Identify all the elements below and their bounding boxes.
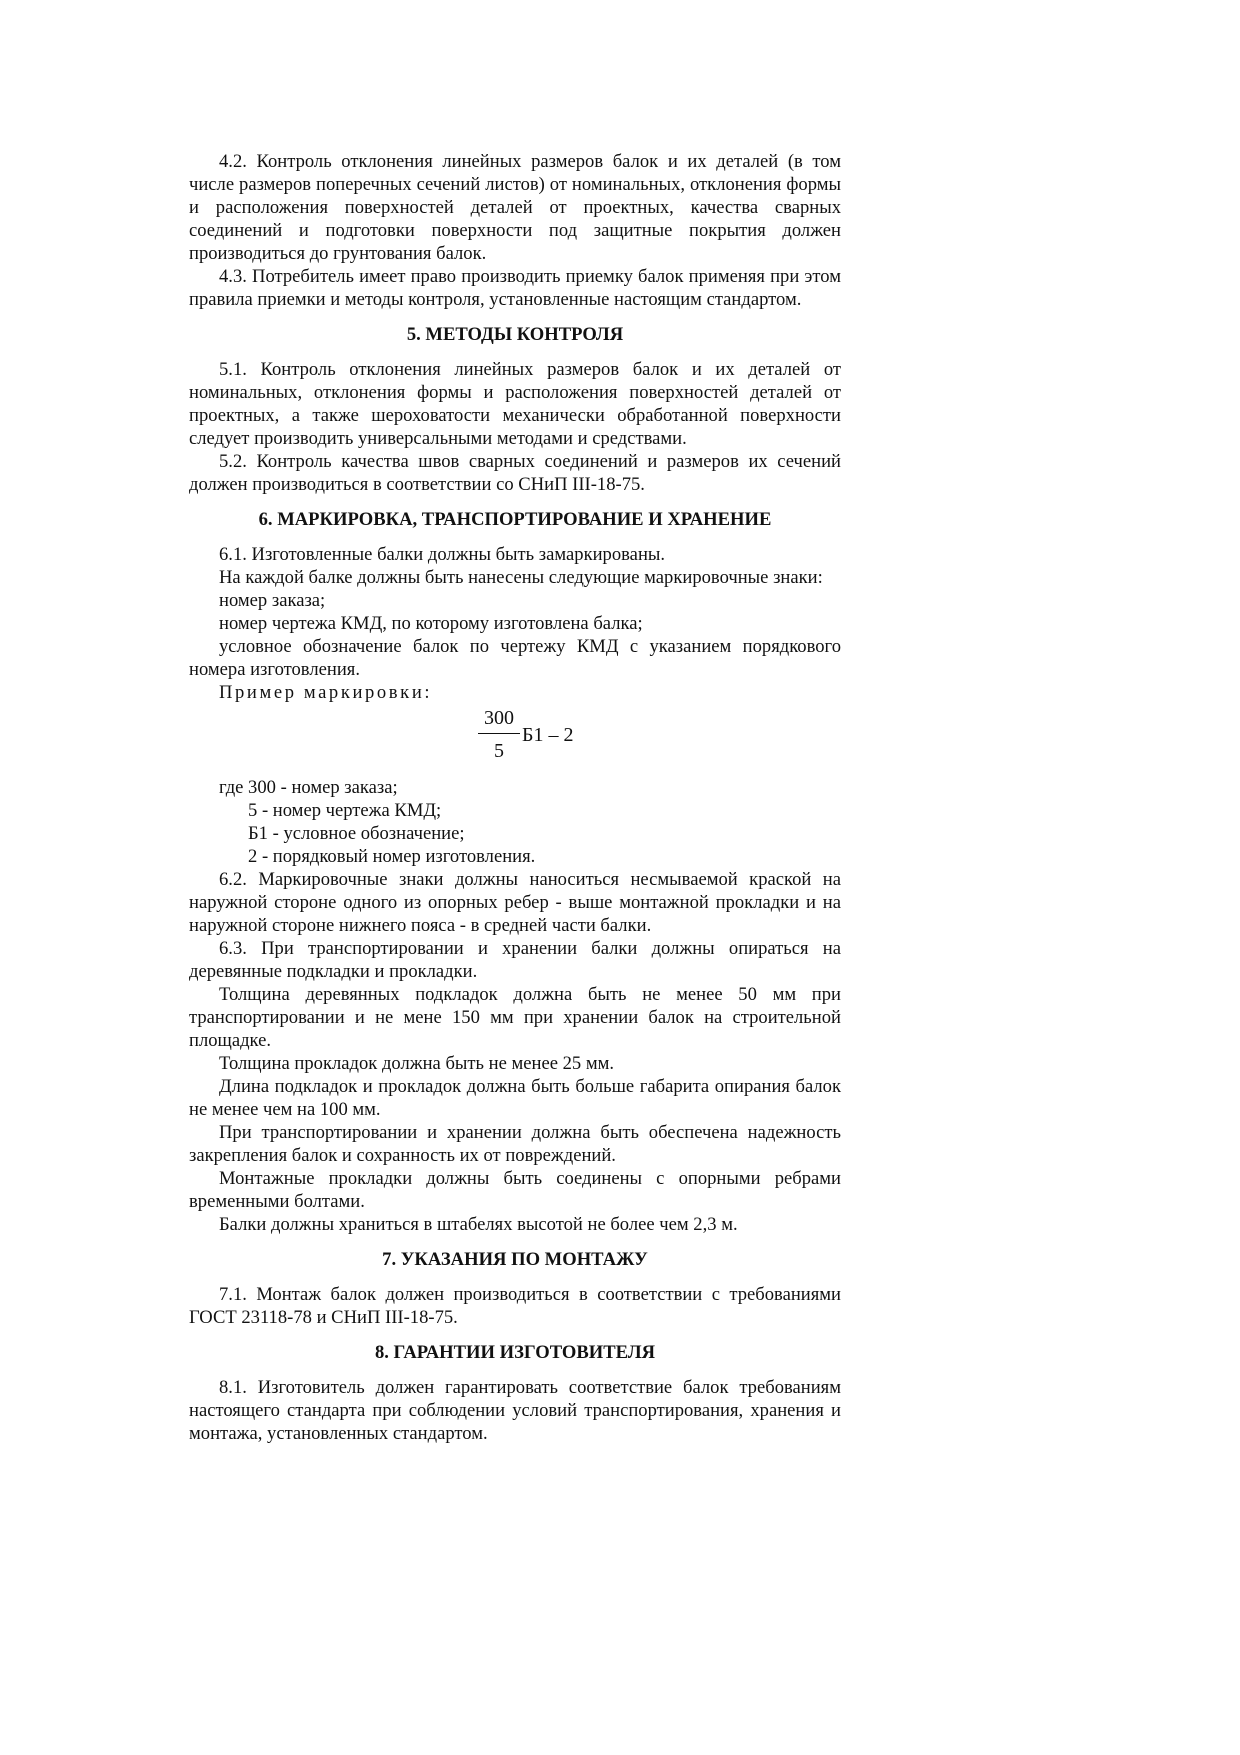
document-body: [189, 150, 841, 1445]
paragraph-6-3-supports: Толщина деревянных подкладок должна быть не менее 50 мм при транспортировании и не мене 150 мм при хранении балок на строительной площадке.: [189, 984, 841, 1051]
paragraph-4-2: 4.2. Контроль отклонения линейных размеров балок и их деталей (в том числе размеров поперечных сечений листов) от номинальных, отклонения формы и расположения поверхностей деталей от проектных, качества сварных соединений и подготовки поверхности под защитные покрытия должен производиться до грунтования балок.: [189, 151, 841, 264]
section-heading-6: 6. МАРКИРОВКА, ТРАНСПОРТИРОВАНИЕ И ХРАНЕНИЕ: [258, 509, 772, 530]
paragraph-6-1-marking: На каждой балке должны быть нанесены следующие маркировочные знаки:: [219, 567, 823, 588]
paragraph-6-2: 6.2. Маркировочные знаки должны наноситься несмываемой краской на наружной стороне одного из опорных ребер - выше монтажной прокладки и на наружной стороне нижнего пояса - в средней части балки.: [189, 869, 841, 936]
formula-fraction: [478, 706, 520, 763]
paragraph-8-1: 8.1. Изготовитель должен гарантировать соответствие балок требованиям настоящего стандарта при соблюдении условий транспортирования, хранения и монтажа, установленных стандартом.: [189, 1377, 841, 1444]
paragraph-4-3: 4.3. Потребитель имеет право производить приемку балок применяя при этом правила приемки и методы контроля, установленные настоящим стандартом.: [189, 266, 841, 310]
marking-item-order-number: номер заказа;: [219, 590, 326, 611]
paragraph-6-3-stacks: Балки должны храниться в штабелях высотой не более чем 2,3 м.: [219, 1214, 738, 1235]
paragraph-6-3-length: Длина подкладок и прокладок должна быть больше габарита опирания балок не менее чем на 100 мм.: [189, 1076, 841, 1120]
paragraph-6-3-spacers: Толщина прокладок должна быть не менее 25 мм.: [219, 1053, 615, 1074]
paragraph-6-3-fastening: При транспортировании и хранении должна быть обеспечена надежность закрепления балок и сохранность их от повреждений.: [189, 1122, 841, 1166]
paragraph-6-1: 6.1. Изготовленные балки должны быть замаркированы.: [219, 544, 666, 565]
formula-legend-serial: 2 - порядковый номер изготовления.: [248, 846, 536, 867]
marking-example-label: Пример маркировки:: [219, 682, 433, 703]
formula-denominator: 5: [494, 740, 504, 762]
paragraph-6-3-bolts: Монтажные прокладки должны быть соединены с опорными ребрами временными болтами.: [189, 1168, 841, 1212]
formula-designation: Б1 – 2: [522, 724, 574, 746]
section-heading-7: 7. УКАЗАНИЯ ПО МОНТАЖУ: [382, 1249, 648, 1270]
section-heading-8: 8. ГАРАНТИИ ИЗГОТОВИТЕЛЯ: [374, 1342, 656, 1363]
paragraph-6-3: 6.3. При транспортировании и хранении балки должны опираться на деревянные подкладки и прокладки.: [189, 938, 841, 982]
paragraph-5-2: 5.2. Контроль качества швов сварных соединений и размеров их сечений должен производиться в соответствии со СНиП III-18-75.: [189, 451, 841, 495]
formula-legend-designation: Б1 - условное обозначение;: [248, 823, 465, 844]
marking-item-drawing-number: номер чертежа КМД, по которому изготовлена балка;: [219, 613, 643, 634]
paragraph-7-1: 7.1. Монтаж балок должен производиться в соответствии с требованиями ГОСТ 23118-78 и СНиП III-18-75.: [189, 1284, 841, 1328]
section-heading-5: 5. МЕТОДЫ КОНТРОЛЯ: [406, 324, 624, 345]
marking-formula: [189, 706, 841, 772]
formula-legend-drawing: 5 - номер чертежа КМД;: [248, 800, 442, 821]
formula-numerator: 300: [478, 706, 520, 734]
formula-legend-order: где 300 - номер заказа;: [219, 777, 398, 798]
paragraph-5-1: 5.1. Контроль отклонения линейных размеров балок и их деталей от номинальных, отклонения формы и расположения поверхностей деталей от проектных, а также шероховатости механически обработанной поверхности следует производить универсальными методами и средствами.: [189, 359, 841, 449]
marking-item-designation: условное обозначение балок по чертежу КМД с указанием порядкового номера изготовления.: [189, 636, 841, 680]
